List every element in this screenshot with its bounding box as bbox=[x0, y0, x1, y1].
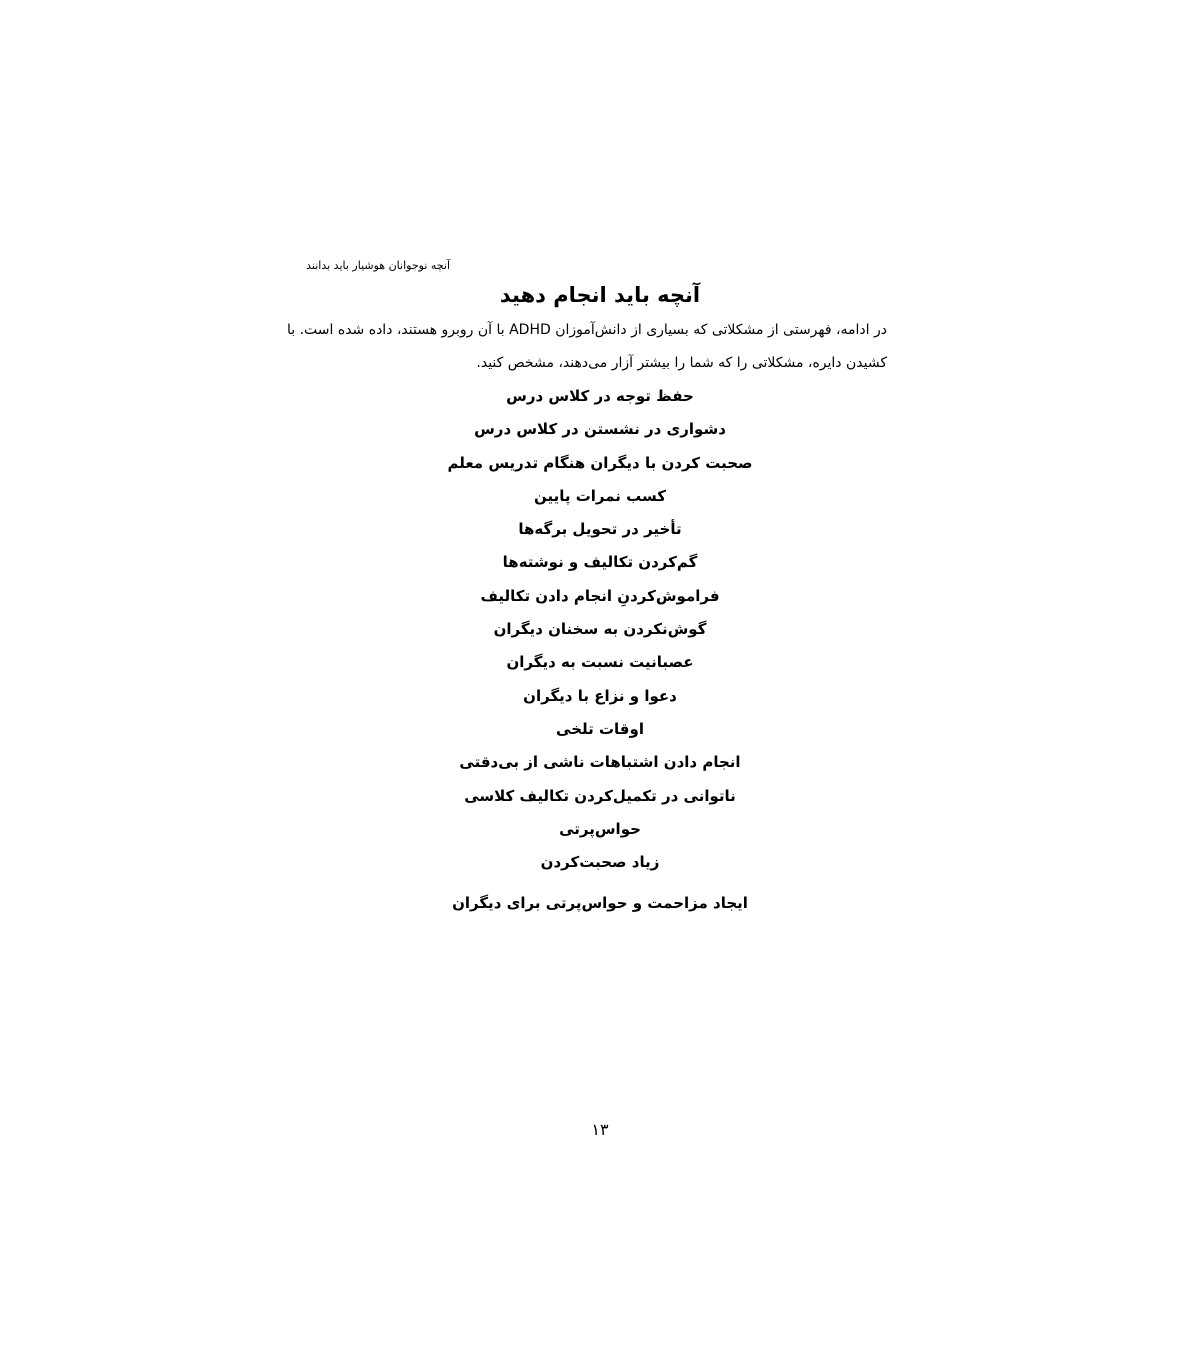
intro-line: در ادامه، فهرستی از مشکلاتی که بسیاری از دانش‌آموزان ADHD با آن روبرو هستند، داده شده است. با bbox=[286, 322, 887, 338]
problem-item: عصبانیت نسبت به دیگران bbox=[506, 653, 694, 672]
intro-paragraph bbox=[286, 314, 887, 380]
page-number: ۱۳ bbox=[591, 1120, 609, 1139]
problem-item: کسب نمرات پایین bbox=[533, 486, 667, 505]
problem-item: اوقات تلخی bbox=[556, 719, 644, 738]
problem-item: صحبت کردن با دیگران هنگام تدریس معلم bbox=[447, 453, 753, 472]
running-header: آنچه نوجوانان هوشیار باید بدانند bbox=[306, 259, 450, 272]
problem-item: گوش‌نکردن به سخنان دیگران bbox=[493, 620, 707, 639]
page-title: آنچه باید انجام دهید bbox=[499, 283, 701, 307]
problem-item: انجام دادن اشتباهات ناشی از بی‌دقتی bbox=[459, 753, 741, 772]
problem-item: حواس‌پرتی bbox=[559, 819, 641, 838]
problem-item: ایجاد مزاحمت و حواس‌پرتی برای دیگران bbox=[452, 894, 748, 913]
intro-line: کشیدن دایره، مشکلاتی را که شما را بیشتر آزار می‌دهند، مشخص کنید. bbox=[476, 355, 887, 371]
problem-item: زیاد صحبت‌کردن bbox=[540, 853, 660, 872]
problem-list bbox=[300, 380, 900, 921]
problem-item: ناتوانی در تکمیل‌کردن تکالیف کلاسی bbox=[464, 786, 736, 805]
problem-item: تأخیر در تحویل برگه‌ها bbox=[518, 520, 682, 539]
problem-item: فراموش‌کردنِ انجام دادن تکالیف bbox=[480, 586, 720, 605]
problem-item: حفظ توجه در کلاس درس bbox=[506, 387, 694, 405]
problem-item: دشواری در نشستن در کلاس درس bbox=[474, 420, 726, 439]
problem-item: دعوا و نزاع با دیگران bbox=[523, 686, 677, 705]
problem-item: گم‌کردن تکالیف و نوشته‌ها bbox=[502, 553, 698, 572]
